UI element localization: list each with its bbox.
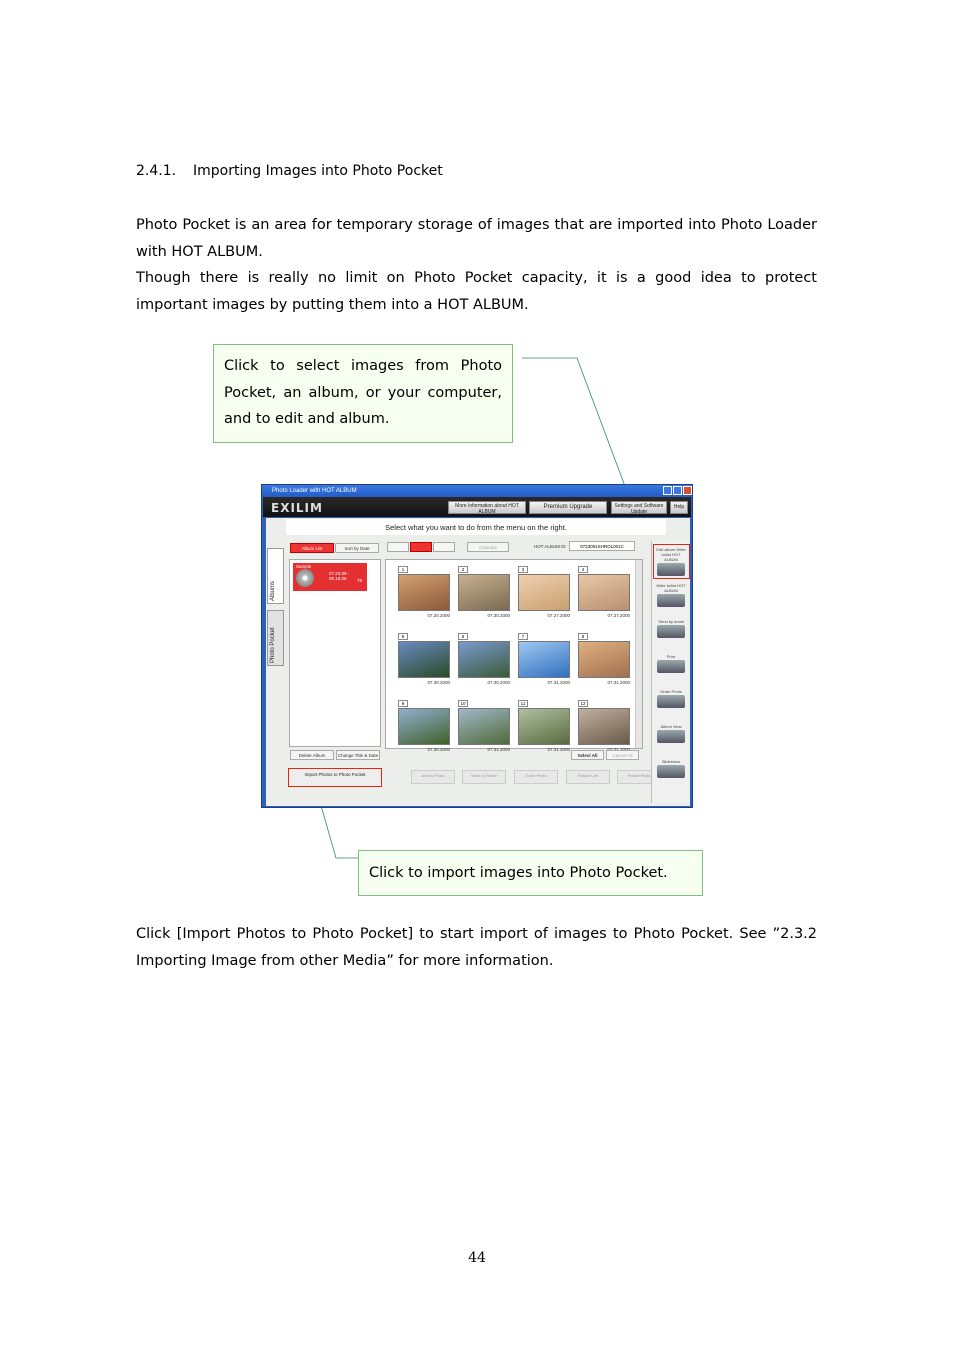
rotate-left-button[interactable]: Rotate Left bbox=[566, 770, 610, 784]
photo-thumbnail[interactable] bbox=[578, 566, 632, 618]
thumbnail-number: 9 bbox=[398, 700, 408, 707]
section-title: Importing Images into Photo Pocket bbox=[193, 163, 443, 179]
photo-thumbnail[interactable] bbox=[458, 566, 512, 618]
album-id-label: HOT ALBUM ID bbox=[534, 544, 566, 549]
closing-paragraph: Click [Import Photos to Photo Pocket] to start import of images to Photo Pocket. See ”2.3.2 Importing Image from other Media” for more information. bbox=[136, 926, 817, 969]
print-menu[interactable]: Print bbox=[655, 654, 687, 673]
album-card-name: Sample bbox=[296, 564, 312, 569]
thumbnail-number: 1 bbox=[398, 566, 408, 573]
thumbnail-number: 2 bbox=[458, 566, 468, 573]
app-screenshot bbox=[261, 484, 693, 808]
thumbnail-date: 07.27.2000 bbox=[547, 613, 570, 618]
photo-thumbnail[interactable] bbox=[578, 633, 632, 685]
sort-by-date-button[interactable]: Sort by Date bbox=[335, 543, 379, 553]
photo-image bbox=[398, 574, 450, 611]
intro-sentence-2: Though there is really no limit on Photo Pocket capacity, it is a good idea to protect important images by putting them into a HOT ALBUM. bbox=[136, 270, 817, 313]
album-card-date: 07.23.09 - 05.19.08 bbox=[329, 571, 350, 581]
premium-upgrade-button[interactable]: Premium Upgrade bbox=[529, 501, 607, 514]
thumbnail-date: 07.30.2000 bbox=[487, 680, 510, 685]
zoom-photo-button[interactable]: Zoom Photo bbox=[514, 770, 558, 784]
photo-image bbox=[518, 708, 570, 745]
photo-image bbox=[458, 708, 510, 745]
album-card-count: 78 bbox=[357, 578, 363, 583]
album-view-menu[interactable]: Album View bbox=[655, 724, 687, 743]
import-photos-button[interactable]: Import Photos to Photo Pocket bbox=[288, 768, 382, 787]
save-to-folder-button[interactable]: Save to Folder bbox=[462, 770, 506, 784]
photo-image bbox=[398, 708, 450, 745]
album-list bbox=[289, 559, 381, 747]
photo-thumbnail[interactable] bbox=[398, 633, 452, 685]
change-title-date-button[interactable]: Change Title & Date bbox=[336, 750, 380, 760]
order-prints-menu[interactable]: Order Prints bbox=[655, 689, 687, 708]
thumbnail-date: 07.27.2000 bbox=[607, 613, 630, 618]
photo-thumbnail[interactable] bbox=[518, 633, 572, 685]
select-all-button[interactable]: Select All bbox=[571, 750, 604, 760]
thumbnail-number: 11 bbox=[518, 700, 528, 707]
maximize-icon[interactable] bbox=[673, 486, 682, 495]
view-medium-icon[interactable] bbox=[410, 542, 432, 552]
thumbnail-number: 8 bbox=[578, 633, 588, 640]
view-small-icon[interactable] bbox=[433, 542, 455, 552]
add-to-photo-button[interactable]: Add to Photo bbox=[411, 770, 455, 784]
minimize-icon[interactable] bbox=[663, 486, 672, 495]
grid-scrollbar[interactable] bbox=[635, 560, 642, 748]
tab-photo-pocket[interactable]: Photo Pocket bbox=[267, 610, 284, 666]
photo-image bbox=[398, 641, 450, 678]
album-list-button[interactable]: Album List bbox=[290, 543, 334, 553]
view-large-icon[interactable] bbox=[387, 542, 409, 552]
photo-image bbox=[518, 641, 570, 678]
thumbnail-date: 07.31.2000 bbox=[547, 680, 570, 685]
callout-import-images: Click to import images into Photo Pocket. bbox=[358, 850, 703, 896]
app-header bbox=[263, 497, 691, 517]
photo-thumbnail[interactable] bbox=[518, 566, 572, 618]
instruction-banner: Select what you want to do from the menu on the right. bbox=[286, 519, 666, 535]
photo-thumbnail[interactable] bbox=[398, 566, 452, 618]
send-email-menu[interactable]: Send by email bbox=[655, 619, 687, 638]
tab-albums[interactable]: Albums bbox=[267, 548, 284, 604]
photo-image bbox=[578, 574, 630, 611]
edit-album-highlight bbox=[653, 544, 690, 579]
window-title: Photo Loader with HOT ALBUM bbox=[272, 488, 357, 494]
thumbnail-date: 07.31.2000 bbox=[487, 747, 510, 752]
edit-album-menu[interactable]: Edit album Write to/list HOT ALBUM bbox=[655, 547, 687, 576]
write-hot-album-menu[interactable]: Write to/list HOT ALBUM bbox=[655, 583, 687, 607]
thumbnail-date: 07.31.2000 bbox=[547, 747, 570, 752]
cancel-all-button[interactable]: Cancel All bbox=[606, 750, 639, 760]
intro-sentence-1: Photo Pocket is an area for temporary storage of images that are imported into Photo Loader with HOT ALBUM. bbox=[136, 217, 817, 260]
thumbnail-date: 07.30.2000 bbox=[487, 613, 510, 618]
photo-thumbnail[interactable] bbox=[518, 700, 572, 752]
page-number: 44 bbox=[468, 1250, 486, 1266]
thumbnail-date: 07.20.2000 bbox=[427, 613, 450, 618]
album-card[interactable] bbox=[293, 563, 367, 591]
callout-select-images: Click to select images from Photo Pocket, an album, or your computer, and to edit and album. bbox=[213, 344, 513, 443]
photo-image bbox=[518, 574, 570, 611]
photo-thumbnail[interactable] bbox=[398, 700, 452, 752]
thumbnail-number: 6 bbox=[458, 633, 468, 640]
slideshow-menu[interactable]: Slideshow bbox=[655, 759, 687, 778]
photo-thumbnail[interactable] bbox=[458, 633, 512, 685]
photo-image bbox=[578, 708, 630, 745]
exilim-logo: EXILIM bbox=[271, 501, 323, 515]
thumbnail-number: 4 bbox=[578, 566, 588, 573]
photo-image bbox=[578, 641, 630, 678]
main-panel bbox=[266, 518, 690, 806]
calendar-button[interactable]: Calendar bbox=[467, 542, 509, 552]
photo-image bbox=[458, 641, 510, 678]
thumbnail-number: 10 bbox=[458, 700, 468, 707]
thumbnail-number: 5 bbox=[398, 633, 408, 640]
right-menu bbox=[651, 541, 690, 803]
thumbnail-number: 12 bbox=[578, 700, 588, 707]
thumbnail-date: 07.30.2000 bbox=[427, 747, 450, 752]
thumbnail-grid bbox=[385, 559, 643, 752]
close-icon[interactable] bbox=[683, 486, 692, 495]
help-button[interactable]: Help bbox=[670, 501, 688, 514]
photo-thumbnail[interactable] bbox=[458, 700, 512, 752]
thumbnail-number: 3 bbox=[518, 566, 528, 573]
album-id-field: 0723091SHROL001C bbox=[569, 541, 635, 551]
thumbnail-number: 7 bbox=[518, 633, 528, 640]
delete-album-button[interactable]: Delete Album bbox=[290, 750, 334, 760]
photo-image bbox=[458, 574, 510, 611]
rotate-right-button[interactable]: Rotate Right bbox=[617, 770, 661, 784]
thumbnail-date: 07.31.2000 bbox=[607, 680, 630, 685]
thumbnail-date: 07.30.2000 bbox=[427, 680, 450, 685]
section-number: 2.4.1. bbox=[136, 163, 177, 179]
more-info-button[interactable]: More Information about HOT ALBUM bbox=[448, 501, 526, 514]
album-disc-icon bbox=[296, 569, 314, 587]
settings-update-button[interactable]: Settings and Software Update bbox=[611, 501, 667, 514]
photo-thumbnail[interactable] bbox=[578, 700, 632, 752]
window-titlebar bbox=[262, 485, 692, 497]
